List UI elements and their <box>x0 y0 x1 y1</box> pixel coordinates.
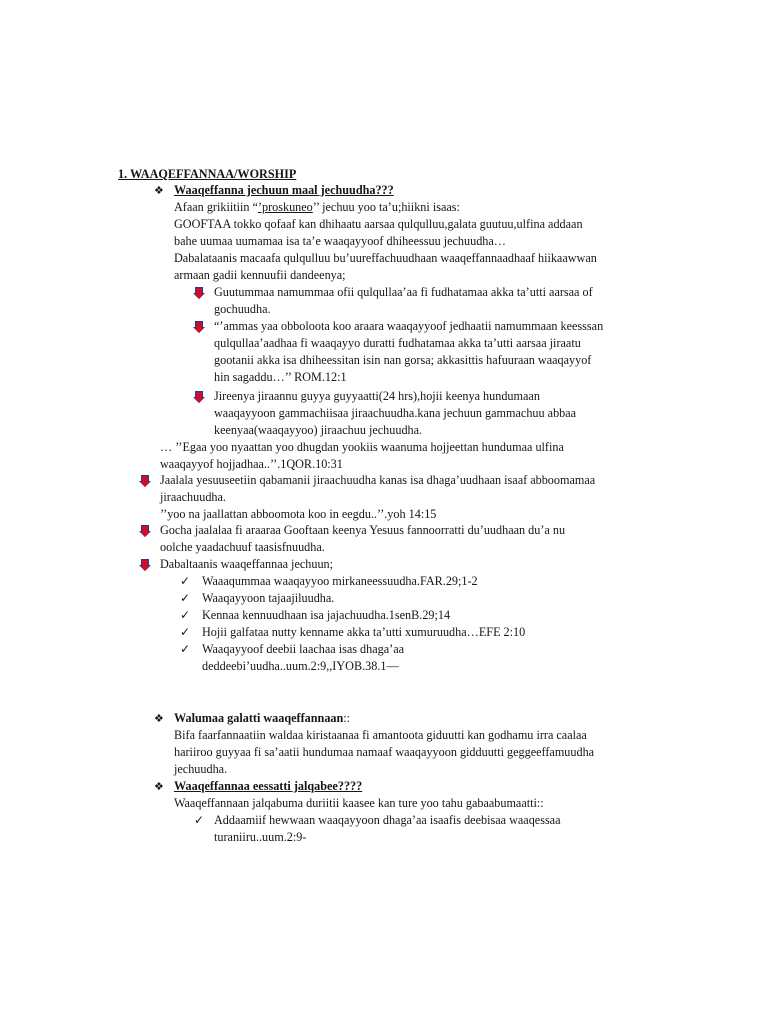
checklist-item: Waaaqummaa waaqayyoo mirkaneessuudha.FAR.29;1-2 <box>202 574 478 588</box>
checklist-item: Kennaa kennuudhaan isa jajachuudha.1senB.29;14 <box>202 608 451 622</box>
checkmark-icon: ✓ <box>180 574 191 588</box>
list-item: Dabaltaanis waaqeffannaa jechuun; <box>160 557 334 571</box>
arrow-bullet-icon <box>138 558 152 572</box>
checklist-item: Waaqayyoon tajaajiluudha. <box>202 591 335 605</box>
paragraph-line: Afaan grikiitiin “’proskuneo’’ jechuu yoo ta’u;hiikni isaas: <box>174 200 460 214</box>
list-item: Guutummaa namummaa ofii qulqullaa’aa fi fudhatamaa akka ta’utti aarsaa of <box>214 285 593 299</box>
paragraph-line: Waaqeffannaan jalqabuma duriitii kaasee kan ture yoo tahu gabaabumaatti:: <box>174 796 544 810</box>
document-heading: 1. WAAQEFFANNAA/WORSHIP <box>118 167 297 181</box>
arrow-bullet-icon <box>138 524 152 538</box>
list-item-continued: gootanii akka isa dhiheessitan isin nan gorsa; akkasittis hafuuraan waaqayyof <box>214 353 592 367</box>
diamond-bullet-icon: ❖ <box>154 713 164 725</box>
list-item: “’ammas yaa obboloota koo araara waaqayyoof jedhaatii namummaan keesssan <box>214 319 604 333</box>
checklist-item-continued: deddeebi’uudha..uum.2:9,,IYOB.38.1— <box>202 659 399 673</box>
quote-line: … ’’Egaa yoo nyaattan yoo dhugdan yookiis waanuma hojjeettan hundumaa ulfina <box>160 440 564 454</box>
paragraph-line: armaan gadii kennuufii dandeenya; <box>174 268 346 282</box>
diamond-bullet-icon: ❖ <box>154 781 164 793</box>
list-item: Jireenya jiraannu guyya guyyaatti(24 hrs),hojii keenya hundumaan <box>214 389 540 403</box>
list-item-continued: ’’yoo na jaallattan abboomota koo in eegdu..’’.yoh 14:15 <box>160 507 437 521</box>
section-title: Walumaa galatti waaqeffannaan:: <box>174 711 351 725</box>
arrow-bullet-icon <box>138 474 152 488</box>
checklist-item: Addaamiif hewwaan waaqayyoon dhaga’aa isaafis deebisaa waaqessaa <box>214 813 561 827</box>
list-item-continued: hin sagaddu…’’ ROM.12:1 <box>214 370 347 384</box>
arrow-bullet-icon <box>192 390 206 404</box>
paragraph-line: GOOFTAA tokko qofaaf kan dhihaatu aarsaa qulqulluu,galata guutuu,ulfina addaan <box>174 217 583 231</box>
checklist-item: Hojii galfataa nutty kenname akka ta’utti xumuruudha…EFE 2:10 <box>202 625 526 639</box>
paragraph-line: bahe uumaa uumamaa isa ta’e waaqayyoof dhiheessuu jechuudha… <box>174 234 506 248</box>
section-title: Waaqeffannaa eessatti jalqabee???? <box>174 779 363 793</box>
list-item-continued: oolche yaadachuuf taasisfnuudha. <box>160 540 325 554</box>
paragraph-line: Dabalataanis macaafa qulqulluu bu’uureffachuudhaan waaqeffannaadhaaf hiikaawwan <box>174 251 597 265</box>
quote-line: waaqayyof hojjadhaa..’’.1QOR.10:31 <box>160 457 343 471</box>
arrow-bullet-icon <box>192 320 206 334</box>
paragraph-line: Bifa faarfannaatiin waldaa kiristaanaa fi amantoota giduutti kan godhamu irra caalaa <box>174 728 587 742</box>
list-item-continued: qulqullaa’aadhaa fi waaqayyo duratti fudhatamaa akka ta’utti aarsaa jiraatu <box>214 336 581 350</box>
checkmark-icon: ✓ <box>194 813 205 827</box>
arrow-bullet-icon <box>192 286 206 300</box>
checklist-item: Waaqayyoof deebii laachaa isas dhaga’aa <box>202 642 405 656</box>
diamond-bullet-icon: ❖ <box>154 185 164 197</box>
list-item-continued: gochuudha. <box>214 302 271 316</box>
checkmark-icon: ✓ <box>180 642 191 656</box>
list-item-continued: keenyaa(waaqayyoo) jiraachuu jechuudha. <box>214 423 423 437</box>
paragraph-line: hariiroo guyyaa fi sa’aatii hundumaa namaaf waaqayyoon gidduutti geggeeffamuudha <box>174 745 595 759</box>
checklist-item-continued: turaniiru..uum.2:9- <box>214 830 307 844</box>
section-title: Waaqeffanna jechuun maal jechuudha??? <box>174 183 394 197</box>
paragraph-line: jechuudha. <box>174 762 228 776</box>
checkmark-icon: ✓ <box>180 625 191 639</box>
checkmark-icon: ✓ <box>180 608 191 622</box>
checkmark-icon: ✓ <box>180 591 191 605</box>
list-item-continued: waaqayyoon gammachiisaa jiraachuudha.kana jechuun gammachuu abbaa <box>214 406 577 420</box>
list-item: Jaalala yesuuseetiin qabamanii jiraachuudha kanas isa dhaga’uudhaan isaaf abboomamaa <box>160 473 596 487</box>
list-item: Gocha jaalalaa fi araaraa Gooftaan keenya Yesuus fannoorratti du’uudhaan du’a nu <box>160 523 566 537</box>
list-item-continued: jiraachuudha. <box>160 490 226 504</box>
